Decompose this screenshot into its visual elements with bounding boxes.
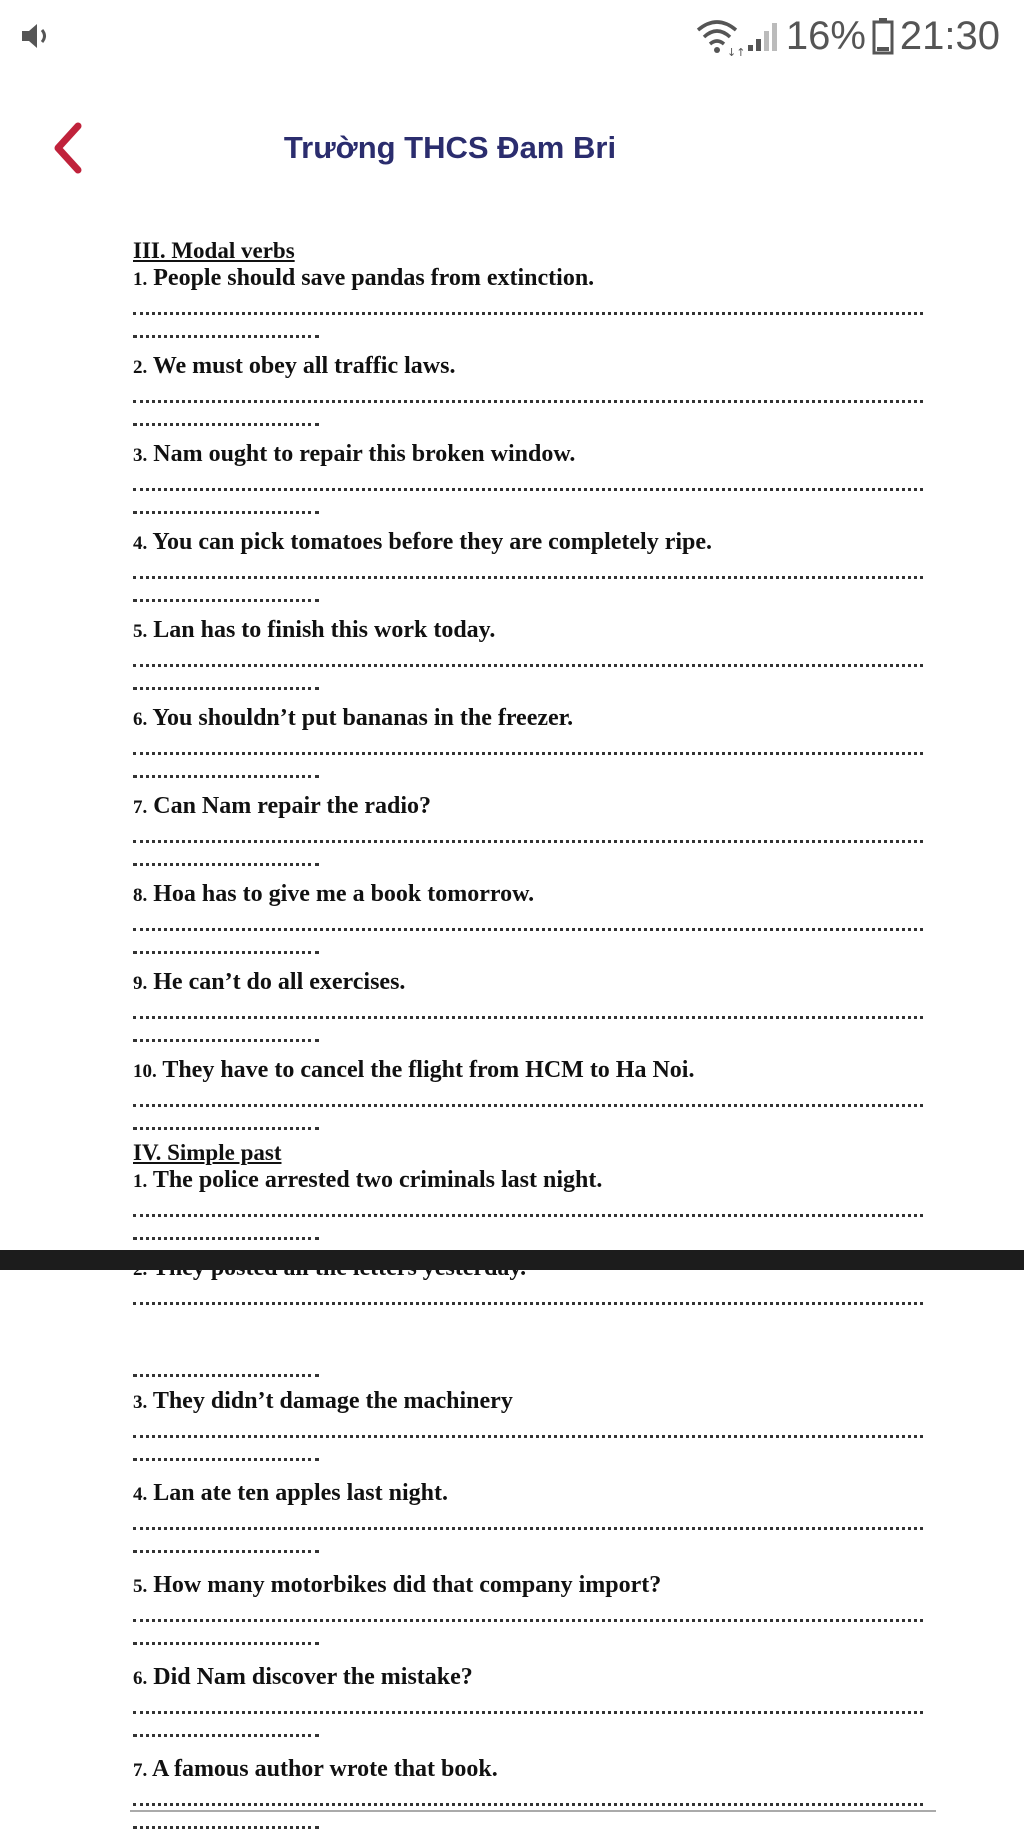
question-sentence: You shouldn’t put bananas in the freezer. xyxy=(152,705,574,731)
answer-line[interactable] xyxy=(133,388,923,403)
simple-past-list-part2 xyxy=(133,1362,923,1829)
answer-line[interactable] xyxy=(133,476,923,491)
question-sentence: They didn’t damage the machinery xyxy=(152,1388,513,1414)
answer-line[interactable] xyxy=(133,1791,923,1806)
wifi-icon xyxy=(694,16,746,59)
question-sentence: Nam ought to repair this broken window. xyxy=(153,441,576,467)
clock: 21:30 xyxy=(899,13,1000,58)
question-sentence: He can’t do all exercises. xyxy=(153,969,406,995)
question-sentence: They have to cancel the flight from HCM to Ha Noi. xyxy=(162,1057,695,1083)
question-number: 5. xyxy=(133,1576,148,1597)
question-number: 4. xyxy=(133,1484,148,1505)
answer-line-continued[interactable] xyxy=(133,1446,319,1461)
question-number: 8. xyxy=(133,885,148,906)
modal-verbs-list xyxy=(133,264,923,1130)
question-text xyxy=(133,1755,923,1785)
question-sentence: Lan has to finish this work today. xyxy=(153,617,496,643)
question-text xyxy=(133,528,923,558)
question-number: 3. xyxy=(133,1392,148,1413)
header xyxy=(0,100,1024,200)
question-text xyxy=(133,1663,923,1693)
question-sentence: Can Nam repair the radio? xyxy=(153,793,432,819)
signal-icon xyxy=(746,19,780,53)
exercise-item xyxy=(133,1479,923,1553)
answer-line[interactable] xyxy=(133,916,923,931)
exercise-item xyxy=(133,1166,923,1240)
answer-line[interactable] xyxy=(133,652,923,667)
answer-line-continued[interactable] xyxy=(133,939,319,954)
exercise-item xyxy=(133,528,923,602)
question-number: 1. xyxy=(133,269,148,290)
answer-line-continued[interactable] xyxy=(133,675,319,690)
section-heading-past: IV. Simple past xyxy=(133,1140,282,1165)
answer-line[interactable] xyxy=(133,1092,923,1107)
question-sentence: We must obey all traffic laws. xyxy=(152,353,456,379)
exercise-item xyxy=(133,616,923,690)
exercise-item xyxy=(133,880,923,954)
svg-text:↓↑: ↓↑ xyxy=(726,46,746,59)
exercise-item xyxy=(133,1056,923,1130)
answer-line[interactable] xyxy=(133,564,923,579)
question-number: 5. xyxy=(133,621,148,642)
question-sentence: People should save pandas from extinction. xyxy=(153,265,595,291)
answer-line[interactable] xyxy=(133,740,923,755)
simple-past-list-part1 xyxy=(133,1166,923,1305)
exercise-item xyxy=(133,968,923,1042)
exercise-item xyxy=(133,264,923,338)
answer-line[interactable] xyxy=(133,1423,923,1438)
question-sentence: Lan ate ten apples last night. xyxy=(153,1480,448,1506)
question-sentence: Did Nam discover the mistake? xyxy=(153,1664,473,1690)
question-sentence: You can pick tomatoes before they are completely ripe. xyxy=(152,529,713,555)
exercise-item xyxy=(133,1571,923,1645)
exercise-item xyxy=(133,1362,923,1461)
answer-line[interactable] xyxy=(133,1699,923,1714)
worksheet-page-1 xyxy=(133,238,923,1319)
question-number: 4. xyxy=(133,533,148,554)
battery-percent: 16% xyxy=(785,13,866,58)
answer-line-continued[interactable] xyxy=(133,851,319,866)
section-heading-modal: III. Modal verbs xyxy=(133,238,295,263)
question-text xyxy=(133,352,923,382)
question-number: 10. xyxy=(133,1061,157,1082)
exercise-item xyxy=(133,704,923,778)
question-number: 7. xyxy=(133,1760,148,1781)
answer-line[interactable] xyxy=(133,300,923,315)
answer-line[interactable] xyxy=(133,1004,923,1019)
answer-line[interactable] xyxy=(133,828,923,843)
question-number: 7. xyxy=(133,797,148,818)
page-title: Trường THCS Đam Bri xyxy=(283,130,617,165)
question-number: 1. xyxy=(133,1171,148,1192)
page-divider xyxy=(0,1250,1024,1270)
question-text xyxy=(133,792,923,822)
answer-line[interactable] xyxy=(133,1607,923,1622)
worksheet-page-2 xyxy=(133,1362,923,1847)
question-text xyxy=(133,1479,923,1509)
answer-line-continued[interactable] xyxy=(133,1722,319,1737)
answer-line-continued[interactable] xyxy=(133,1630,319,1645)
question-sentence: The police arrested two criminals last night. xyxy=(152,1167,603,1193)
answer-line-continued[interactable] xyxy=(133,587,319,602)
question-text xyxy=(133,704,923,734)
battery-icon xyxy=(872,17,894,55)
bottom-divider xyxy=(130,1810,936,1812)
answer-line-continued[interactable] xyxy=(133,1115,319,1130)
answer-line-continued[interactable] xyxy=(133,499,319,514)
question-text xyxy=(133,1387,923,1417)
answer-line-continued[interactable] xyxy=(133,323,319,338)
exercise-item xyxy=(133,440,923,514)
question-text xyxy=(133,968,923,998)
exercise-item xyxy=(133,352,923,426)
question-sentence: A famous author wrote that book. xyxy=(151,1756,498,1782)
answer-line-continued[interactable] xyxy=(133,1027,319,1042)
status-bar xyxy=(0,0,1024,72)
question-text xyxy=(133,440,923,470)
question-text xyxy=(133,616,923,646)
answer-line[interactable] xyxy=(133,1515,923,1530)
answer-line-continued[interactable] xyxy=(133,1225,319,1240)
answer-line[interactable] xyxy=(133,1202,923,1217)
question-number: 9. xyxy=(133,973,148,994)
answer-line[interactable] xyxy=(133,1290,923,1305)
question-number: 2. xyxy=(133,357,148,378)
question-number: 3. xyxy=(133,445,148,466)
answer-line-continued[interactable] xyxy=(133,411,319,426)
answer-line-continued[interactable] xyxy=(133,1538,319,1553)
answer-line-continued[interactable] xyxy=(133,763,319,778)
answer-blank[interactable] xyxy=(133,1362,319,1377)
question-sentence: How many motorbikes did that company import? xyxy=(153,1572,662,1598)
volume-icon xyxy=(20,20,54,52)
question-text xyxy=(133,264,923,294)
question-number: 6. xyxy=(133,1668,148,1689)
exercise-item xyxy=(133,1663,923,1737)
exercise-item xyxy=(133,792,923,866)
question-text xyxy=(133,1056,923,1086)
exercise-item xyxy=(133,1755,923,1829)
answer-line-continued[interactable] xyxy=(133,1814,319,1829)
question-sentence: Hoa has to give me a book tomorrow. xyxy=(153,881,535,907)
question-text xyxy=(133,1166,923,1196)
question-text xyxy=(133,1571,923,1601)
question-number: 6. xyxy=(133,709,148,730)
question-text xyxy=(133,880,923,910)
